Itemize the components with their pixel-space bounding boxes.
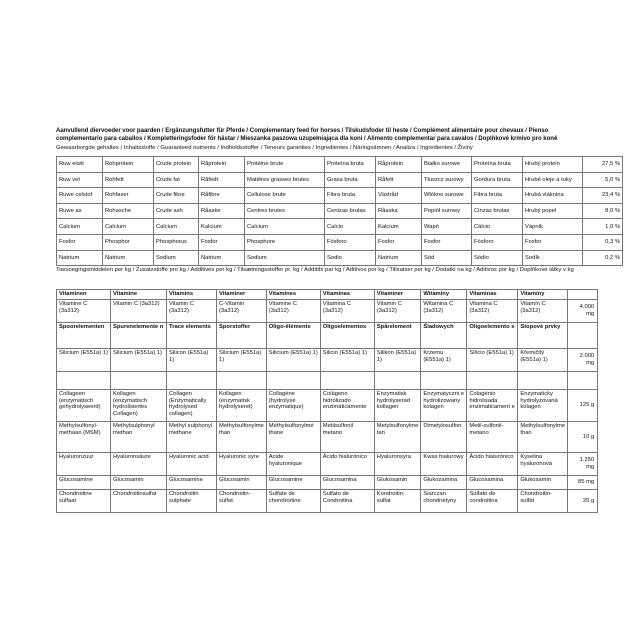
- additive-row: [57, 422, 598, 453]
- composition-row: [57, 188, 623, 204]
- table-cell: Methylsulfonylme than: [518, 422, 568, 453]
- table-cell: Sódio: [472, 250, 523, 266]
- table-cell: Sodium: [154, 250, 199, 266]
- value-cell: 23,4 %: [583, 188, 623, 204]
- table-cell: [518, 372, 568, 390]
- table-cell: Glukosamin: [518, 476, 568, 490]
- table-cell: Råprotein: [199, 157, 245, 173]
- table-cell: Vitamine C (3a312): [266, 300, 320, 323]
- table-cell: Crude protein: [154, 157, 199, 173]
- table-cell: Rohprotein: [103, 157, 154, 173]
- table-cell: [57, 372, 111, 390]
- table-cell: Natrium: [376, 250, 422, 266]
- table-cell: Glucosamin: [217, 476, 267, 490]
- table-cell: Vitamin C (3a312): [111, 300, 167, 323]
- table-cell: Chondroitine sulfaat: [57, 490, 111, 513]
- table-cell: Proteína bruta: [472, 157, 523, 173]
- table-cell: Śladowych: [421, 323, 467, 349]
- table-cell: Methylsulphonyl methan: [111, 422, 167, 453]
- table-cell: Cálcio: [472, 219, 523, 235]
- composition-row: [57, 250, 623, 266]
- table-cell: Sulfato de condroitina: [467, 490, 518, 513]
- table-cell: Vitaminas: [467, 290, 518, 300]
- table-cell: Fósforo: [472, 234, 523, 250]
- table-cell: Witamina C (3a312): [421, 300, 467, 323]
- table-cell: [167, 372, 217, 390]
- table-cell: Vitaminas: [320, 290, 374, 300]
- table-cell: Phosphore: [245, 234, 325, 250]
- additive-row: [57, 300, 598, 323]
- table-cell: Vitamine: [111, 290, 167, 300]
- value-cell: 20 g: [568, 490, 598, 513]
- table-cell: Enzymatyczni e hydrolizowany kolagen: [421, 390, 467, 422]
- table-cell: Rohfett: [103, 172, 154, 188]
- table-cell: Chondroitin-sulfát: [518, 490, 568, 513]
- table-cell: Råaske: [199, 203, 245, 219]
- table-cell: Silicium (E551a) 1): [57, 349, 111, 372]
- table-cell: Vitaminen: [57, 290, 111, 300]
- table-cell: Phosphor: [103, 234, 154, 250]
- table-cell: Ruw eiwit: [57, 157, 103, 173]
- value-cell: [568, 323, 598, 349]
- table-cell: Kwas hialurowy: [421, 453, 467, 476]
- additives-heading: Toevoegingsmiddelen per kg / Zusatzstoffe pro kg / Additives per kg / Tilsætningsstoffer pr. kg / Additifs par kg / Aditivos por kg / Tillsatser per kg / Dodatki na kg / Aditivos por kg / Doplňkové látky v kg: [56, 267, 574, 273]
- table-cell: Calcium: [103, 219, 154, 235]
- table-cell: Hyaluronic syre: [217, 453, 267, 476]
- table-cell: Hrubé oleje a tuky: [523, 172, 583, 188]
- table-cell: Enzymatisk hydrolyserad kollagen: [374, 390, 421, 422]
- table-cell: [217, 372, 267, 390]
- table-cell: Spårelement: [374, 323, 421, 349]
- table-cell: Methyl sulphonyl methane: [167, 422, 217, 453]
- table-cell: Matières grasses brutes: [245, 172, 325, 188]
- table-cell: C-Vitamin (3a312): [217, 300, 267, 323]
- table-cell: Krzemu (E551a) 1): [421, 349, 467, 372]
- table-cell: Kalcium: [376, 219, 422, 235]
- table-cell: Enzymaticky hydrolyzovaná kolagen: [518, 390, 568, 422]
- table-cell: Włókno surowe: [422, 188, 472, 204]
- table-cell: Crude fibre: [154, 188, 199, 204]
- table-cell: Witaminy: [421, 290, 467, 300]
- table-cell: Silicon (E551a) 1): [167, 349, 217, 372]
- table-cell: Silicium (E551a) 1): [266, 349, 320, 372]
- table-cell: Hyaluronsyra: [374, 453, 421, 476]
- table-cell: Popiół surowy: [422, 203, 472, 219]
- value-cell: 5,0 %: [583, 172, 623, 188]
- guaranteed-nutrients-heading: Gewaarborgde gehaltes / Inhaltsstoffe / Guaranteed nutrients / Indholdsstoffer / Teneurs garanties / Ingredientes / Näringsämnen / Analiza / Ingredientes / Živiny: [56, 145, 473, 151]
- table-cell: Vitamin C (3a312): [167, 300, 217, 323]
- table-cell: Hyaluronsäure: [111, 453, 167, 476]
- additive-row: [57, 490, 598, 513]
- table-cell: [111, 372, 167, 390]
- additive-row: [57, 390, 598, 422]
- value-cell: 10 g: [568, 422, 598, 453]
- table-cell: Silício (E551a) 1): [467, 349, 518, 372]
- table-cell: Råfedt: [199, 172, 245, 188]
- table-cell: Hrubý protein: [523, 157, 583, 173]
- composition-row: [57, 203, 623, 219]
- table-cell: Centres brutes: [245, 203, 325, 219]
- additive-row: [57, 349, 598, 372]
- table-cell: Cinzas brutas: [472, 203, 523, 219]
- table-cell: Calcio: [325, 219, 376, 235]
- table-cell: Stopové prvky: [518, 323, 568, 349]
- table-cell: Gordura bruta: [472, 172, 523, 188]
- table-cell: Natrium: [57, 250, 103, 266]
- value-cell: 4.000 mg: [568, 300, 598, 323]
- additive-row: [57, 453, 598, 476]
- table-cell: Chondroitin-sulfat: [217, 490, 267, 513]
- table-cell: Colágeno hidrolizado enzimáticamente: [320, 390, 374, 422]
- table-cell: Spurenelemente n: [111, 323, 167, 349]
- table-cell: Glucosamine: [266, 476, 320, 490]
- table-cell: Vitamine C (3a312): [57, 300, 111, 323]
- table-cell: Vitamina C (3a312): [320, 300, 374, 323]
- table-cell: Collagen (Enzymatically hydrolysed collagen): [167, 390, 217, 422]
- table-cell: Vápník: [523, 219, 583, 235]
- additive-row: [57, 323, 598, 349]
- table-cell: Ruwe as: [57, 203, 103, 219]
- table-cell: Chondroitin sulphate: [167, 490, 217, 513]
- composition-row: [57, 234, 623, 250]
- table-cell: Hrubá vláknina: [523, 188, 583, 204]
- table-cell: Fibra bruta: [472, 188, 523, 204]
- value-cell: [568, 372, 598, 390]
- table-cell: Vitamin C (3a312): [374, 300, 421, 323]
- table-cell: Methylsulfonylme than: [217, 422, 267, 453]
- table-cell: Hrubý popel: [523, 203, 583, 219]
- table-cell: Sodík: [523, 250, 583, 266]
- table-cell: Vitamina C (3a312): [467, 300, 518, 323]
- table-cell: Fosfor: [376, 234, 422, 250]
- table-cell: Sód: [422, 250, 472, 266]
- table-cell: Råprotein: [376, 157, 422, 173]
- table-cell: Glukosamin: [374, 476, 421, 490]
- table-cell: Metil-sulfonil-metano: [467, 422, 518, 453]
- table-cell: Ruw vet: [57, 172, 103, 188]
- table-cell: Ácido hialurónico: [467, 453, 518, 476]
- table-cell: Chondroitinsulfat: [111, 490, 167, 513]
- value-cell: 27,5 %: [583, 157, 623, 173]
- additives-table: [56, 289, 598, 513]
- document-title: Aanvullend diervoeder voor paarden / Ergänzungsfutter für Pferde / Complementary feed for horses / Tilskudsfoder til heste / Complément alimentaire pour chevaux / Pienso complementario para caballos / Kompletteringsfoder för hästar / Mieszanka paszowa uzupełniająca dla koni / Alimento complementar para cavalos / Doplňkové krmivo pro koně: [56, 127, 558, 142]
- table-cell: Råaska: [376, 203, 422, 219]
- table-cell: Fósforo: [325, 234, 376, 250]
- table-cell: Glucosamina: [467, 476, 518, 490]
- table-cell: Metylsulfonylme tan: [374, 422, 421, 453]
- table-cell: Křemičitý (E551a) 1): [518, 349, 568, 372]
- table-cell: Wapń: [422, 219, 472, 235]
- table-cell: Calcium: [154, 219, 199, 235]
- additive-row: [57, 476, 598, 490]
- table-cell: [374, 372, 421, 390]
- table-cell: Råfibre: [199, 188, 245, 204]
- table-cell: Vitamíny: [518, 290, 568, 300]
- table-cell: Fibra bruta: [325, 188, 376, 204]
- table-cell: Glucosamin: [111, 476, 167, 490]
- table-cell: Vitaminer: [217, 290, 267, 300]
- table-cell: Kollagen (enzymatisk hydrolyseret): [217, 390, 267, 422]
- table-cell: Oligoelementos: [320, 323, 374, 349]
- table-cell: Fosfor: [57, 234, 103, 250]
- table-cell: Proteína bruta: [325, 157, 376, 173]
- table-cell: Białko surowe: [422, 157, 472, 173]
- table-cell: Kollagen (enzymatisch hydrolisiertes Collagen): [111, 390, 167, 422]
- table-cell: Grasa bruta: [325, 172, 376, 188]
- composition-row: [57, 172, 623, 188]
- additive-row: [57, 372, 598, 390]
- table-cell: Silicio (E551a) 1): [320, 349, 374, 372]
- table-cell: Kalcium: [199, 219, 245, 235]
- table-cell: Natrium: [199, 250, 245, 266]
- composition-row: [57, 157, 623, 173]
- value-cell: 1.250 mg: [568, 453, 598, 476]
- table-cell: Ácido hialurónico: [320, 453, 374, 476]
- table-cell: Fosfor: [422, 234, 472, 250]
- table-cell: Kyselina hyaluronová: [518, 453, 568, 476]
- table-cell: Råfett: [376, 172, 422, 188]
- value-cell: 1,0 %: [583, 219, 623, 235]
- table-cell: Vitamín C (3a312): [518, 300, 568, 323]
- table-cell: Sulfato de Condroitina: [320, 490, 374, 513]
- table-cell: Dimetylosulfon: [421, 422, 467, 453]
- table-cell: Vitamines: [266, 290, 320, 300]
- table-cell: Siarczan chondroityny: [421, 490, 467, 513]
- table-cell: Methylsulfonyl-methaan (MSM): [57, 422, 111, 453]
- value-cell: 0,3 %: [583, 234, 623, 250]
- table-cell: Sporstoffer: [217, 323, 267, 349]
- value-cell: 8,0 %: [583, 203, 623, 219]
- table-cell: [421, 372, 467, 390]
- additive-row: [57, 290, 598, 300]
- table-cell: [467, 372, 518, 390]
- table-cell: Crude fat: [154, 172, 199, 188]
- table-cell: Oligoelemento s: [467, 323, 518, 349]
- table-cell: Vitamins: [167, 290, 217, 300]
- table-cell: Hyaluronic acid: [167, 453, 217, 476]
- table-cell: Silicium (E551a) 1): [111, 349, 167, 372]
- table-cell: Metilsulfonil metano: [320, 422, 374, 453]
- table-cell: Tłuszcz surowy: [422, 172, 472, 188]
- table-cell: Vitaminer: [374, 290, 421, 300]
- value-cell: 0,2 %: [583, 250, 623, 266]
- value-cell: 125 g: [568, 390, 598, 422]
- table-cell: Colagénio hidrolisada enzimaticament e: [467, 390, 518, 422]
- table-cell: Collagène (hydrolysé enzymatique): [266, 390, 320, 422]
- table-cell: Kondroitin-sulfat: [374, 490, 421, 513]
- table-cell: Sodio: [325, 250, 376, 266]
- table-cell: Protéine brute: [245, 157, 325, 173]
- composition-row: [57, 219, 623, 235]
- table-cell: Glukozamina: [421, 476, 467, 490]
- table-cell: Spoorelementen: [57, 323, 111, 349]
- table-cell: Rohasche: [103, 203, 154, 219]
- table-cell: Phosphorus: [154, 234, 199, 250]
- table-cell: Glucosamine: [167, 476, 217, 490]
- table-cell: Cenizas brutas: [325, 203, 376, 219]
- table-cell: Silikon (E551a) 1): [374, 349, 421, 372]
- value-cell: 2.000 mg: [568, 349, 598, 372]
- table-cell: Trace elements: [167, 323, 217, 349]
- value-cell: [568, 290, 598, 300]
- table-cell: Acide hyaluronique: [266, 453, 320, 476]
- table-cell: Växtråd: [376, 188, 422, 204]
- table-cell: Glucosamine: [57, 476, 111, 490]
- table-cell: [266, 372, 320, 390]
- table-cell: Rohfaser: [103, 188, 154, 204]
- table-cell: [320, 372, 374, 390]
- table-cell: Silicium (E551a) 1): [217, 349, 267, 372]
- table-cell: Sodium: [245, 250, 325, 266]
- composition-table: [56, 156, 623, 266]
- table-cell: Glucosamina: [320, 476, 374, 490]
- table-cell: Natrium: [103, 250, 154, 266]
- table-cell: Ruwe celstof: [57, 188, 103, 204]
- table-cell: Fosfor: [199, 234, 245, 250]
- table-cell: Collageen (enzymatisch gehydrolyseerd): [57, 390, 111, 422]
- table-cell: Calcium: [57, 219, 103, 235]
- table-cell: Crude ash: [154, 203, 199, 219]
- table-cell: Oligo-éléments: [266, 323, 320, 349]
- table-cell: Sulfate de chondroïtine: [266, 490, 320, 513]
- value-cell: 85 mg: [568, 476, 598, 490]
- table-cell: Cellulose brute: [245, 188, 325, 204]
- table-cell: Fosfor: [523, 234, 583, 250]
- table-cell: Hyaluronzuur: [57, 453, 111, 476]
- table-cell: Calcium: [245, 219, 325, 235]
- table-cell: Méthylsulfonylmé thane: [266, 422, 320, 453]
